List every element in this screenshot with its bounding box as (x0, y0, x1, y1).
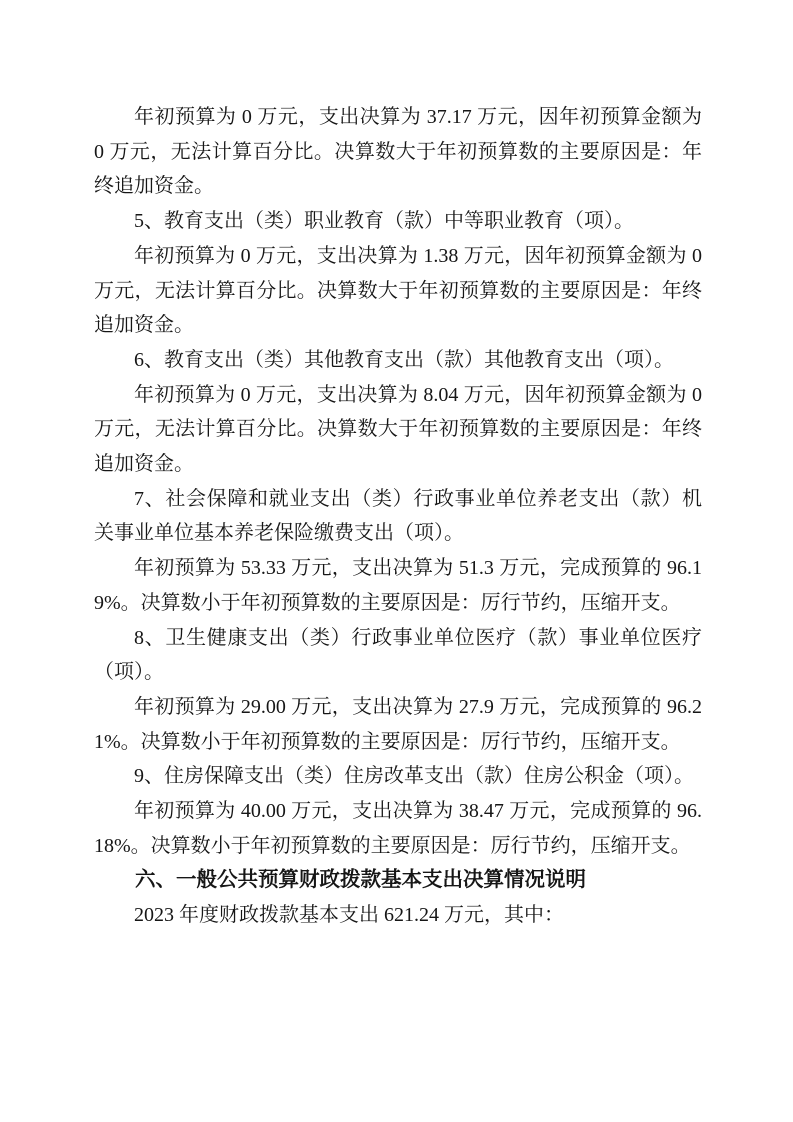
paragraph: 年初预算为 0 万元，支出决算为 1.38 万元，因年初预算金额为 0 万元，无法计算百分比。决算数大于年初预算数的主要原因是：年终追加资金。 (94, 244, 702, 337)
paragraph: 6、教育支出（类）其他教育支出（款）其他教育支出（项）。 (134, 348, 674, 371)
paragraph: 年初预算为 40.00 万元，支出决算为 38.47 万元，完成预算的 96.18%。决算数小于年初预算数的主要原因是：厉行节约，压缩开支。 (94, 800, 702, 857)
document-content (94, 100, 702, 933)
section-heading: 六、一般公共预算财政拨款基本支出决算情况说明 (135, 868, 586, 892)
paragraph: 5、教育支出（类）职业教育（款）中等职业教育（项）。 (134, 210, 634, 233)
paragraph: 年初预算为 53.33 万元，支出决算为 51.3 万元，完成预算的 96.19%。决算数小于年初预算数的主要原因是：厉行节约，压缩开支。 (94, 557, 702, 614)
paragraph: 8、卫生健康支出（类）行政事业单位医疗（款）事业单位医疗（项）。 (94, 626, 702, 684)
paragraph: 年初预算为 29.00 万元，支出决算为 27.9 万元，完成预算的 96.21%。决算数小于年初预算数的主要原因是：厉行节约，压缩开支。 (94, 695, 702, 753)
paragraph: 2023 年度财政拨款基本支出 621.24 万元，其中： (134, 904, 564, 927)
paragraph: 7、社会保障和就业支出（类）行政事业单位养老支出（款）机关事业单位基本养老保险缴费支出（项）。 (94, 487, 702, 545)
paragraph: 9、住房保障支出（类）住房改革支出（款）住房公积金（项）。 (134, 765, 694, 788)
paragraph: 年初预算为 0 万元，支出决算为 37.17 万元，因年初预算金额为 0 万元，无法计算百分比。决算数大于年初预算数的主要原因是：年终追加资金。 (94, 106, 702, 198)
paragraph: 年初预算为 0 万元，支出决算为 8.04 万元，因年初预算金额为 0 万元，无法计算百分比。决算数大于年初预算数的主要原因是：年终追加资金。 (94, 383, 702, 476)
